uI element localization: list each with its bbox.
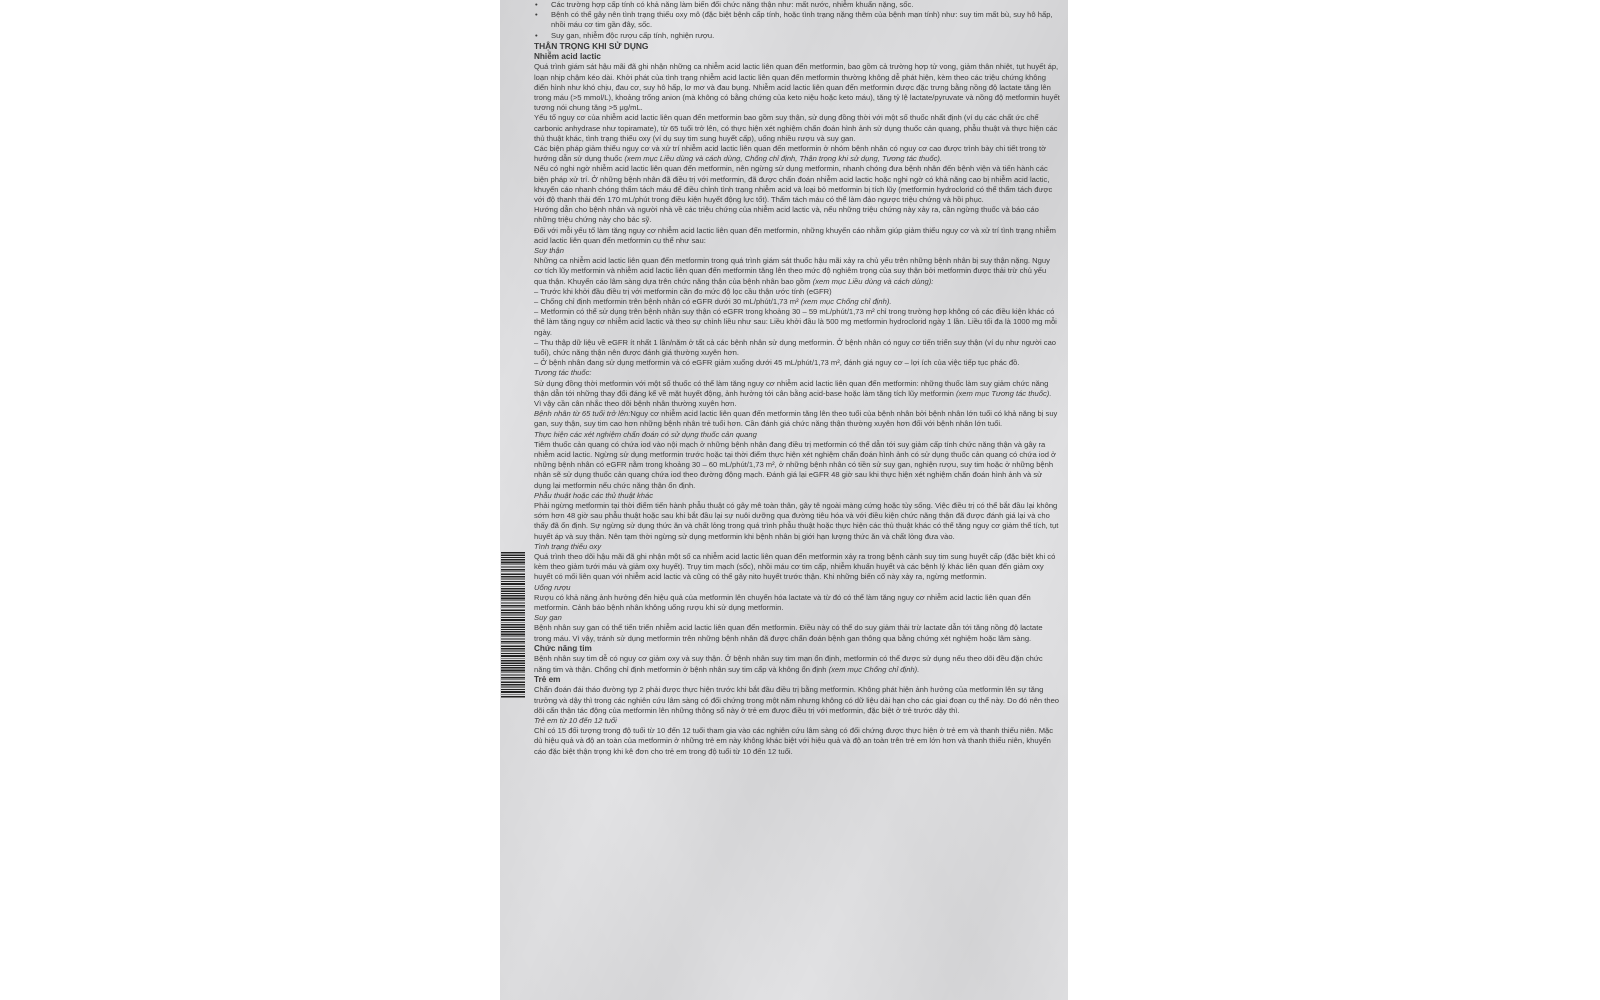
- paragraph: Tiêm thuốc cản quang có chứa iod vào nội mạch ở những bệnh nhân đang điều trị metformin có thể dẫn tới suy giảm cấp tính chức năng thận và gây ra nhiễm acid lactic. Ngừng sử dụng metformin trước hoặc tại thời điểm thực hiện xét nghiệm chẩn đoán hình ảnh có sử dụng thuốc cản quang có chứa iod ở những bệnh nhân có eGFR nằm trong khoảng 30 – 60 mL/phút/1,73 m², ở những bệnh nhân có tiền sử suy gan, nghiện rượu, suy tim hoặc ở những bệnh nhân sẽ sử dụng thuốc cản quang chứa iod theo đường động mạch. Đánh giá lại eGFR 48 giờ sau khi thực hiện xét nghiệm chẩn đoán hình ảnh và sử dụng lại metformin nếu chức năng thận ổn định.: [534, 439, 1057, 490]
- paragraph: Nếu có nghi ngờ nhiễm acid lactic liên quan đến metformin, nên ngừng sử dụng metformin, nhanh chóng đưa bệnh nhân đến bệnh viện và tiến hành các biện pháp xử trí. Ở những bệnh nhân đã điều trị với metformin, đã được chẩn đoán nhiễm acid lactic hoặc nghi ngờ có khả năng cao bị nhiễm acid lactic, khuyến cáo nhanh chóng thẩm tách máu để điều chỉnh tình trạng nhiễm acid và loại bỏ metformin bị tích lũy (metformin hydroclorid có thể thẩm tách được với độ thanh thải đến 170 mL/phút trong điều kiện huyết động lực tốt). Thẩm tách máu có thể làm đảo ngược triệu chứng và hồi phục.: [534, 164, 1053, 204]
- cross-reference: (xem mục Liều dùng và cách dùng):: [812, 276, 934, 286]
- dash-item: [534, 297, 1060, 307]
- heading-children: Trẻ em: [534, 674, 561, 684]
- subheading-alcohol: Uống rượu: [534, 582, 571, 592]
- heading-cardiac-function: Chức năng tim: [534, 643, 592, 653]
- subheading-renal-impairment: Suy thận: [534, 245, 564, 255]
- paragraph: [534, 654, 1060, 674]
- paragraph-text: Nguy cơ nhiễm acid lactic liên quan đến metformin tăng lên theo tuổi của bệnh nhân bởi bệnh nhân lớn tuổi có khả năng bị suy gan, suy thận, suy tim cao hơn những bệnh nhân trẻ tuổi hơn. Cần đánh giá chức năng thận thường xuyên hơn đối với bệnh nhân lớn tuổi.: [534, 409, 1058, 429]
- paragraph-text: Các biện pháp giảm thiểu nguy cơ và xử trí nhiễm acid lactic liên quan đến metformin ở nhóm bệnh nhân có nguy cơ cao được trình bày chi tiết trong tờ hướng dẫn sử dụng thuốc: [534, 143, 1047, 164]
- paragraph: Yếu tố nguy cơ của nhiễm acid lactic liên quan đến metformin bao gồm suy thận, sử dụng đồng thời với một số thuốc nhất định (ví dụ các chất ức chế carbonic anhydrase như topiramate), từ 65 tuổi trở lên, có thực hiện xét nghiệm chẩn đoán hình ảnh sử dụng thuốc cản quang, phẫu thuật và thực hiện các thủ thuật khác, tình trạng thiếu oxy (ví dụ suy tim sung huyết cấp), uống nhiều rượu và suy gan.: [534, 113, 1058, 143]
- paragraph-text: Bệnh nhân suy tim dễ có nguy cơ giảm oxy và suy thận. Ở bệnh nhân suy tim mạn ổn định, metformin có thể được sử dụng nếu theo dõi đều đặn chức năng tim và thận. Chống chỉ định metformin ở bệnh nhân suy tim cấp và không ổn định: [534, 654, 1043, 674]
- contraindication-bullet: • Bệnh có thể gây nên tình trạng thiếu oxy mô (đặc biệt bệnh cấp tính, hoặc tình trạng nặng thêm của bệnh mạn tính) như: suy tim mất bù, suy hô hấp, nhồi máu cơ tim gần đây, sốc.: [534, 10, 1060, 30]
- paragraph-text: Vì vậy cần cân nhắc theo dõi bệnh nhân thường xuyên hơn.: [534, 399, 737, 409]
- subheading-surgery: Phẫu thuật hoặc các thủ thuật khác: [534, 490, 654, 500]
- section-title-precautions: THẬN TRỌNG KHI SỬ DỤNG: [534, 40, 649, 51]
- cross-reference: (xem mục Liều dùng và cách dùng, Chống chỉ định, Thận trọng khi sử dụng, Tương tác thuốc).: [624, 154, 943, 164]
- cross-reference: (xem mục Tương tác thuốc).: [955, 388, 1052, 398]
- subheading-elderly: Bệnh nhân từ 65 tuổi trở lên:: [534, 409, 631, 419]
- contraindication-bullet: • Suy gan, nhiễm độc rượu cấp tính, nghiện rượu.: [534, 31, 1060, 41]
- barcode: [501, 552, 525, 698]
- paragraph: Chỉ có 15 đối tượng trong độ tuổi từ 10 đến 12 tuổi tham gia vào các nghiên cứu lâm sàng có đối chứng được thực hiện ở trẻ em và thanh thiếu niên. Mặc dù hiệu quả và độ an toàn của metformin ở những trẻ em này không khác biệt với hiệu quả và độ an toàn trên trẻ em lớn hơn và thanh thiếu niên, khuyến cáo đặc biệt thận trọng khi kê đơn cho trẻ em trong độ tuổi từ 10 đến 12 tuổi.: [534, 726, 1054, 756]
- package-leaflet: [500, 0, 1068, 1000]
- paragraph: Chẩn đoán đái tháo đường typ 2 phải được thực hiện trước khi bắt đầu điều trị bằng metformin. Không phát hiện ảnh hưởng của metformin lên sự tăng trưởng và dậy thì trong các nghiên cứu lâm sàng có đối chứng trong một năm nhưng không có dữ liệu dài hạn cho các giai đoạn cụ thể này. Do đó nên theo dõi cẩn thận tác động của metformin lên những thông số này ở trẻ em được điều trị với metformin, đặc biệt ở trẻ trước dậy thì.: [534, 685, 1060, 715]
- dash-item: – Thu thập dữ liệu về eGFR ít nhất 1 lần/năm ở tất cả các bệnh nhân sử dụng metformin. Ở bệnh nhân có nguy cơ tiến triển suy thận (ví dụ như người cao tuổi), chức năng thận nên được đánh giá thường xuyên hơn.: [534, 337, 1057, 357]
- paragraph: Quá trình giám sát hậu mãi đã ghi nhận những ca nhiễm acid lactic liên quan đến metformin, bao gồm cả trường hợp tử vong, giảm thân nhiệt, tụt huyết áp, loạn nhịp chậm kéo dài. Khởi phát của tình trạng nhiễm acid lactic liên quan đến metformin thường không dễ phát hiện, kèm theo các triệu chứng không điển hình như khó chịu, đau cơ, suy hô hấp, lơ mơ và đau bụng. Nhiễm acid lactic liên quan đến metformin được đặc trưng bằng nồng độ lactate tăng lên trong máu (>5 mmol/L), khoảng trống anion (mà không có bằng chứng của keto niệu hoặc keto máu), tăng tỷ lệ lactate/pyruvate và nồng độ metformin huyết tương nói chung tăng >5 μg/mL.: [534, 62, 1060, 113]
- subheading-children-10-12: Trẻ em từ 10 đến 12 tuổi: [534, 715, 617, 725]
- paragraph: Bệnh nhân suy gan có thể tiến triển nhiễm acid lactic liên quan đến metformin. Điều này có thể do suy giảm thải trừ lactate dẫn tới tăng nồng độ lactate trong máu. Vì vậy, tránh sử dụng metformin trên những bệnh nhân đã được chẩn đoán bệnh gan thông qua bằng chứng xét nghiệm hoặc lâm sàng.: [534, 623, 1043, 643]
- paragraph: [534, 256, 1060, 287]
- paragraph: Quá trình theo dõi hậu mãi đã ghi nhận một số ca nhiễm acid lactic liên quan đến metformin xảy ra trong bệnh cảnh suy tim sung huyết cấp (đặc biệt khi có kèm theo giảm tưới máu và giảm oxy huyết). Trụy tim mạch (sốc), nhồi máu cơ tim cấp, nhiễm khuẩn huyết và các bệnh lý khác liên quan đến giảm oxy huyết có mối liên quan với nhiễm acid lactic và cũng có thể gây nito huyết trước thận. Khi những biến cố này xảy ra, ngừng metformin.: [534, 552, 1056, 582]
- paragraph-text: Sử dụng đồng thời metformin với một số thuốc có thể làm tăng nguy cơ nhiễm acid lactic liên quan đến metformin: những thuốc làm suy giảm chức năng thận dẫn tới những thay đổi đáng kể về mặt huyết động, ảnh hưởng tới cân bằng acid-base hoặc làm tăng tích lũy metformin: [534, 378, 1049, 398]
- leaflet-text: [534, 0, 1060, 757]
- paragraph: [534, 409, 1060, 429]
- subheading-contrast-media: Thực hiện các xét nghiệm chẩn đoán có sử dụng thuốc cản quang: [534, 429, 757, 439]
- paragraph: Phải ngừng metformin tại thời điểm tiến hành phẫu thuật có gây mê toàn thân, gây tê ngoài màng cứng hoặc tủy sống. Việc điều trị có thể bắt đầu lại không sớm hơn 48 giờ sau phẫu thuật hoặc sau khi bắt đầu lại sự nuôi dưỡng qua đường tiêu hóa và với điều kiện chức năng thận đã được đánh giá lại và cho thấy đã ổn định. Sự ngừng sử dụng thức ăn và chất lỏng trong quá trình phẫu thuật hoặc thực hiện các thủ thuật khác có thể tăng nguy cơ giảm thể tích, tụt huyết áp và suy thận. Nên tạm thời ngừng sử dụng metformin khi bệnh nhân bị giới hạn lượng thức ăn và chất lỏng đưa vào.: [534, 501, 1059, 541]
- subheading-hepatic-impairment: Suy gan: [534, 613, 562, 623]
- heading-lactic-acidosis: Nhiễm acid lactic: [534, 51, 601, 61]
- paragraph: [534, 379, 1060, 410]
- dash-item-text: – Chống chỉ định metformin trên bệnh nhân có eGFR dưới 30 mL/phút/1,73 m²: [534, 296, 801, 306]
- subheading-drug-interactions: Tương tác thuốc:: [534, 368, 592, 378]
- cross-reference: (xem mục Chống chỉ định).: [800, 296, 892, 306]
- cross-reference: (xem mục Chống chỉ định).: [828, 664, 920, 674]
- contraindication-bullet: • Các trường hợp cấp tính có khả năng làm biến đổi chức năng thận như: mất nước, nhiễm khuẩn nặng, sốc.: [534, 0, 1060, 10]
- paragraph: Rượu có khả năng ảnh hưởng đến hiệu quả của metformin lên chuyển hóa lactate và từ đó có thể làm tăng nguy cơ nhiễm acid lactic liên quan đến metformin. Cảnh báo bệnh nhân không uống rượu khi sử dụng metformin.: [534, 592, 1031, 613]
- dash-item: – Ở bệnh nhân đang sử dụng metformin và có eGFR giảm xuống dưới 45 mL/phút/1,73 m², đánh giá nguy cơ – lợi ích của việc tiếp tục phác đồ.: [534, 358, 1020, 368]
- paragraph: Đối với mỗi yếu tố làm tăng nguy cơ nhiễm acid lactic liên quan đến metformin, những khuyến cáo nhằm giúp giảm thiểu nguy cơ và xử trí tình trạng nhiễm acid lactic liên quan đến metformin cụ thể như sau:: [534, 225, 1056, 245]
- paragraph: Hướng dẫn cho bệnh nhân và người nhà về các triệu chứng của nhiễm acid lactic và, nếu những triệu chứng này xảy ra, cần ngừng thuốc và báo cáo những triệu chứng này cho bác sỹ.: [534, 205, 1039, 225]
- paragraph-text: Những ca nhiễm acid lactic liên quan đến metformin trong quá trình giám sát thuốc hậu mãi xảy ra chủ yếu trên những bệnh nhân bị suy thận nặng. Nguy cơ tích lũy metformin và nhiễm acid lactic liên quan đến metformin tăng lên theo mức độ nghiêm trọng của suy thận bởi metformin được thải trừ chủ yếu qua thận. Khuyến cáo lâm sàng dựa trên chức năng thận của bệnh nhân bao gồm: [534, 256, 1050, 286]
- paragraph: [534, 144, 1060, 164]
- dash-item: – Metformin có thể sử dụng trên bệnh nhân suy thận có eGFR trong khoảng 30 – 59 mL/phút/1,73 m² chỉ trong trường hợp không có các điều kiện khác có thể làm tăng nguy cơ nhiễm acid lactic và theo sự chỉnh liều như sau: Liều khởi đầu là 500 mg metformin hydroclorid ngày 1 lần. Liều tối đa là 1000 mg mỗi ngày.: [534, 307, 1057, 337]
- dash-item: – Trước khi khởi đầu điều trị với metformin cần đo mức độ lọc cầu thận ước tính (eGFR): [534, 286, 832, 296]
- subheading-hypoxia: Tình trạng thiếu oxy: [534, 541, 602, 551]
